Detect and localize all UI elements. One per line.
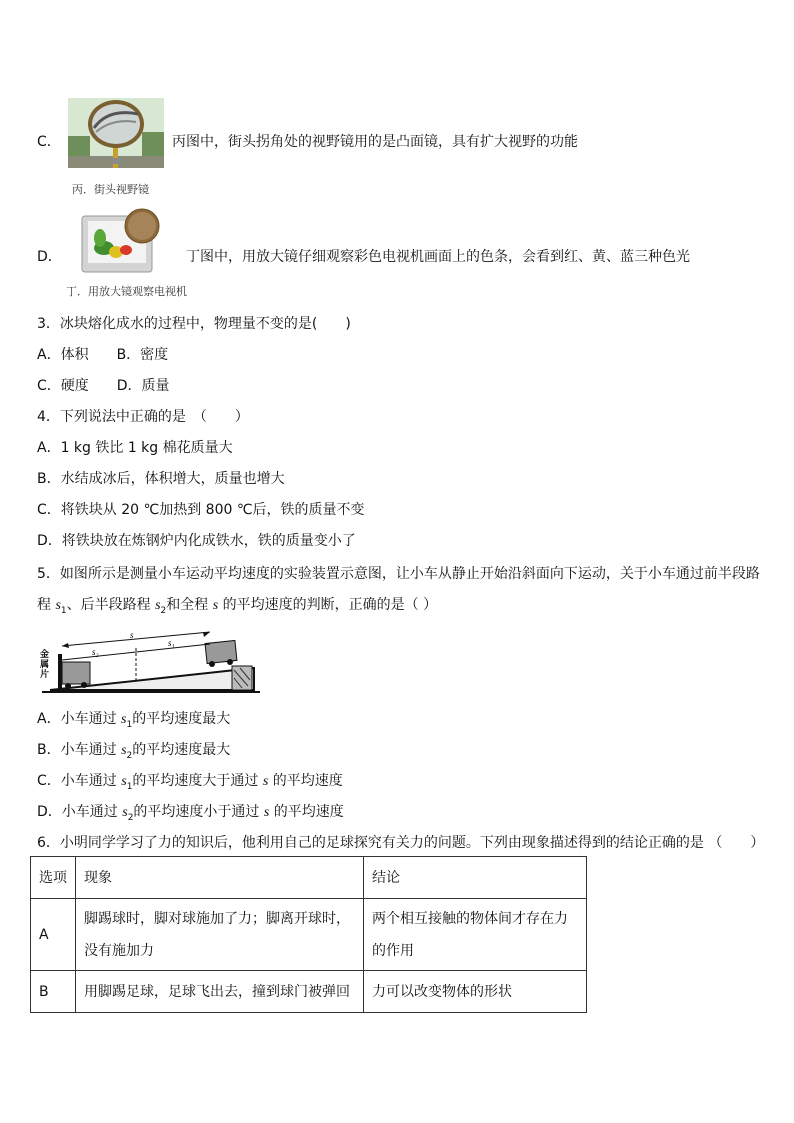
row-a-phenomenon: 脚踢球时，脚对球施加了力；脚离开球时， 没有施加力 [76,899,364,971]
option-d-letter: D． [37,249,62,265]
row-a-option: A [31,899,76,971]
table-row [31,899,587,971]
q4-stem: 4．下列说法中正确的是 （ ） [37,409,249,425]
q3-stem: 3．冰块熔化成水的过程中，物理量不变的是( ) [37,316,351,332]
option-c-letter: C． [37,134,61,150]
q5-option-b: B．小车通过 $s_2$的平均速度最大 [37,742,231,761]
q5-option-a: A．小车通过 $s_1$的平均速度最大 [37,711,231,730]
q6-stem: 6．小明同学学习了力的知识后，他利用自己的足球探究有关力的问题。下列由现象描述得到的结论正确的是 （ ） [37,835,765,851]
header-option: 选项 [31,857,76,899]
label-s1: s₁ [168,638,175,648]
header-conclusion: 结论 [364,857,587,899]
label-s2: s₂ [92,647,99,657]
q5-stem-line2: 程 $s_1$、后半段路程 $s_2$和全程 s 的平均速度的判断，正确的是（ ） [37,597,438,616]
caption-d: 丁．用放大镜观察电视机 [66,285,187,298]
q6-table [30,856,587,1013]
q5-option-d: D．小车通过 $s_2$的平均速度小于通过 s 的平均速度 [37,804,344,823]
option-d-text: 丁图中，用放大镜仔细观察彩色电视机画面上的色条，会看到红、黄、蓝三种色光 [186,249,690,265]
q5-stem-line1: 5．如图所示是测量小车运动平均速度的实验装置示意图，让小车从静止开始沿斜面向下运动，关于小车通过前半段路 [37,566,760,582]
q4-option-a: A．1 kg 铁比 1 kg 棉花质量大 [37,440,233,456]
row-b-option: B [31,971,76,1013]
street-mirror-image [68,98,164,168]
q3-options-row1: A．体积 B．密度 [37,347,169,363]
incline-experiment-diagram [40,624,262,696]
caption-c: 丙．街头视野镜 [72,183,149,196]
q4-option-c: C．将铁块从 20 ℃加热到 800 ℃后，铁的质量不变 [37,502,365,518]
q3-options-row2: C．硬度 D．质量 [37,378,170,394]
label-s: s [130,630,134,640]
row-b-conclusion: 力可以改变物体的形状 [364,971,587,1013]
q4-option-b: B．水结成冰后，体积增大，质量也增大 [37,471,285,487]
q5-option-c: C．小车通过 $s_1$的平均速度大于通过 s 的平均速度 [37,773,343,792]
row-a-conclusion: 两个相互接触的物体间才存在力 的作用 [364,899,587,971]
header-phenomenon: 现象 [76,857,364,899]
table-header-row [31,857,587,899]
table-row [31,971,587,1013]
tv-magnifier-image [80,208,162,274]
label-metal-piece: 金属片 [40,650,50,680]
option-c-text: 丙图中，街头拐角处的视野镜用的是凸面镜，具有扩大视野的功能 [172,134,578,150]
q4-option-d: D．将铁块放在炼钢炉内化成铁水，铁的质量变小了 [37,533,356,549]
row-b-phenomenon: 用脚踢足球，足球飞出去，撞到球门被弹回 [76,971,364,1013]
